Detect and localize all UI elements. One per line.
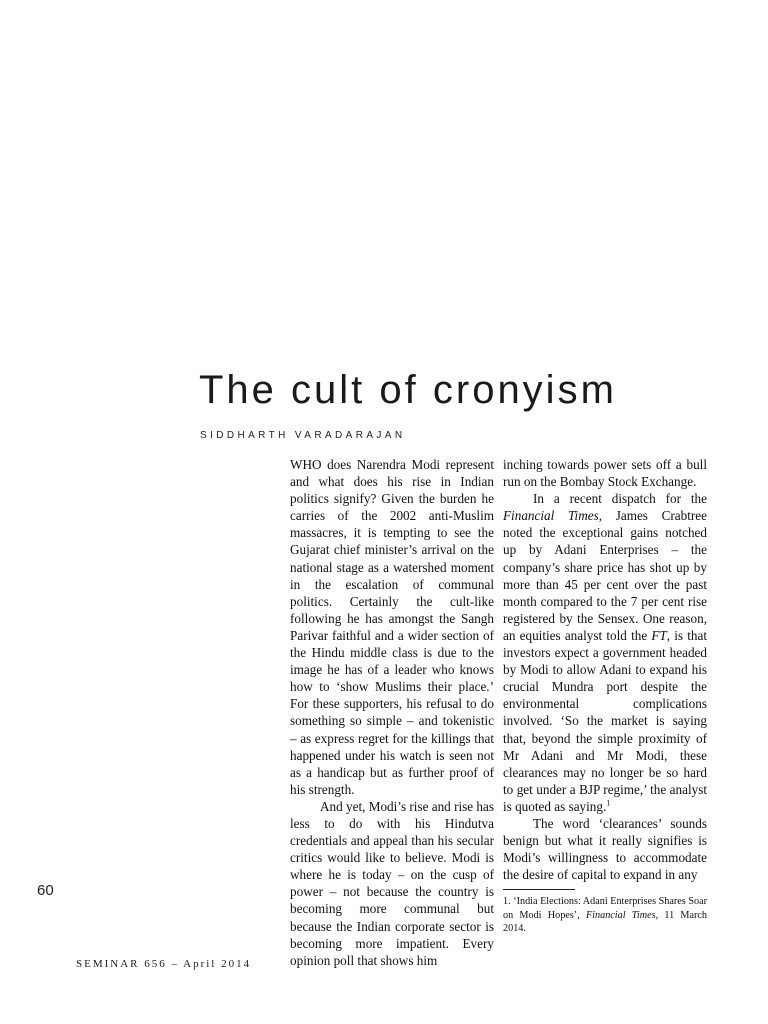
- author-byline: SIDDHARTH VARADARAJAN: [200, 430, 406, 441]
- footnote-divider: [503, 889, 575, 890]
- footnote: 1. ‘India Elections: Adani Enterprises Shares Soar on Modi Hopes’, Financial Times, 11 March 2014.: [503, 896, 707, 935]
- article-title: The cult of cronyism: [199, 368, 617, 412]
- page-number: 60: [37, 882, 54, 899]
- paragraph: WHO does Narendra Modi represent and what does his rise in Indian politics signify? Given the burden he carries of the 2002 anti-Muslim massacres, it is tempting to see the Gujarat chief minister’s arrival on the national stage as a watershed moment in the escalation of communal politics. Certainly the cult-like following he has amongst the Sangh Parivar faithful and a wider section of the Hindu middle class is due to the image he has of a leader who knows how to ‘show Muslims their place.’ For these supporters, his refusal to do something so simple – and tokenistic – as express regret for the killings that happened under his watch is seen not as a handicap but as further proof of his strength.: [290, 457, 494, 797]
- publication-abbrev: FT: [651, 627, 667, 643]
- publication-name: Financial Times: [503, 508, 599, 524]
- body-column-2: [503, 456, 707, 883]
- paragraph: The word ‘clearances’ sounds benign but what it really signifies is Modi’s willingness to accommodate the desire of capital to expand in any: [503, 815, 707, 883]
- running-footer: SEMINAR 656 – April 2014: [76, 958, 252, 970]
- paragraph: And yet, Modi’s rise and rise has less to do with his Hindutva credentials and appeal than his secular critics would like to believe. Modi is where he is today – on the cusp of power – not because the country is becoming more communal but because the Indian corporate sector is becoming more impatient. Every opinion poll that shows him: [290, 798, 494, 968]
- footnote-marker: 1: [606, 798, 611, 808]
- paragraph: In a recent dispatch for the Financial Times, James Crabtree noted the exceptional gains notched up by Adani Enterprises – the company’s share price has shot up by more than 45 per cent over the past month compared to the 7 per cent rise registered by the Sensex. One reason, an equities analyst told the FT, is that investors expect a government headed by Modi to allow Adani to expand his crucial Mundra port despite the environmental complications involved. ‘So the market is saying that, beyond the simple proximity of Mr Adani and Mr Modi, these clearances may no longer be so hard to get under a BJP regime,’ the analyst is quoted as saying.$^1$: [503, 491, 707, 814]
- body-column-1: [290, 456, 494, 969]
- paragraph: inching towards power sets off a bull run on the Bombay Stock Exchange.: [503, 457, 707, 490]
